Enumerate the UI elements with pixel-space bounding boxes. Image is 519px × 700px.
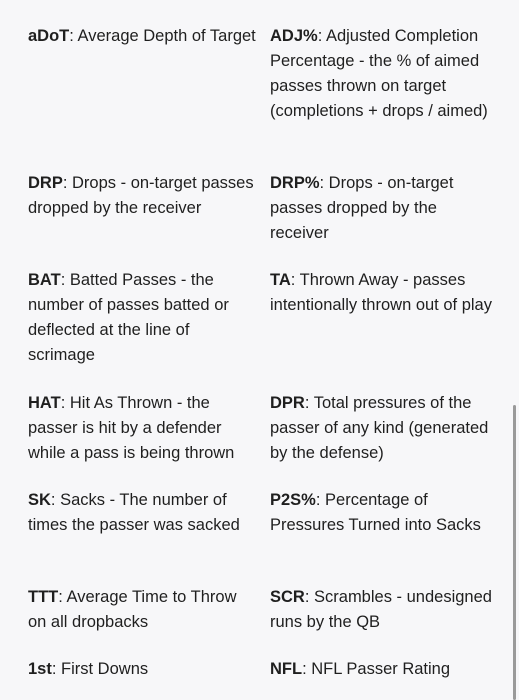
- glossary-entry-sk: [28, 488, 256, 538]
- glossary-entry-1st: [28, 657, 256, 682]
- glossary-term: DRP%: [270, 174, 320, 192]
- glossary-entry-scr: [270, 585, 500, 635]
- glossary-entry-adot: [28, 24, 256, 49]
- glossary-term: DRP: [28, 174, 63, 192]
- glossary-definition: : Batted Passes - the number of passes batted or deflected at the line of scrimage: [28, 271, 229, 364]
- glossary-term: DPR: [270, 394, 305, 412]
- glossary-term: NFL: [270, 660, 303, 678]
- glossary-entry-hat: [28, 391, 256, 466]
- glossary-term: BAT: [28, 271, 61, 289]
- glossary-entry-adj-pct: [270, 24, 500, 124]
- glossary-term: ADJ%: [270, 27, 318, 45]
- glossary-definition: : Hit As Thrown - the passer is hit by a defender while a pass is being thrown: [28, 394, 235, 462]
- glossary-definition: : Scrambles - undesigned runs by the QB: [270, 588, 492, 631]
- glossary-term: P2S%: [270, 491, 316, 509]
- glossary-entry-nfl: [270, 657, 500, 682]
- glossary-term: 1st: [28, 660, 52, 678]
- glossary-definition: : Thrown Away - passes intentionally thrown out of play: [270, 271, 492, 314]
- glossary-entry-ttt: [28, 585, 256, 635]
- scrollbar[interactable]: [513, 405, 516, 700]
- glossary-term: SCR: [270, 588, 305, 606]
- glossary-definition: : Drops - on-target passes dropped by the receiver: [270, 174, 454, 242]
- glossary-entry-drp-pct: [270, 171, 500, 246]
- glossary-entry-drp: [28, 171, 256, 221]
- glossary-term: TTT: [28, 588, 59, 606]
- glossary-definition: : Percentage of Pressures Turned into Sacks: [270, 491, 481, 534]
- glossary-term: TA: [270, 271, 291, 289]
- glossary-definition: : Drops - on-target passes dropped by the receiver: [28, 174, 254, 217]
- glossary-entry-ta: [270, 268, 500, 318]
- glossary-definition: : Average Depth of Target: [69, 27, 256, 45]
- glossary-definition: : Average Time to Throw on all dropbacks: [28, 588, 237, 631]
- glossary-entry-dpr: [270, 391, 500, 466]
- glossary-entry-p2s-pct: [270, 488, 500, 538]
- glossary-term: HAT: [28, 394, 61, 412]
- glossary-term: SK: [28, 491, 51, 509]
- glossary-entry-bat: [28, 268, 256, 368]
- glossary-definition: : First Downs: [51, 660, 149, 678]
- glossary-definition: : Adjusted Completion Percentage - the % of aimed passes thrown on target (completions + drops / aimed): [270, 27, 488, 120]
- glossary-definition: : NFL Passer Rating: [302, 660, 451, 678]
- glossary-term: aDoT: [28, 27, 70, 45]
- glossary-definition: : Sacks - The number of times the passer was sacked: [28, 491, 240, 534]
- glossary-definition: : Total pressures of the passer of any kind (generated by the defense): [270, 394, 489, 462]
